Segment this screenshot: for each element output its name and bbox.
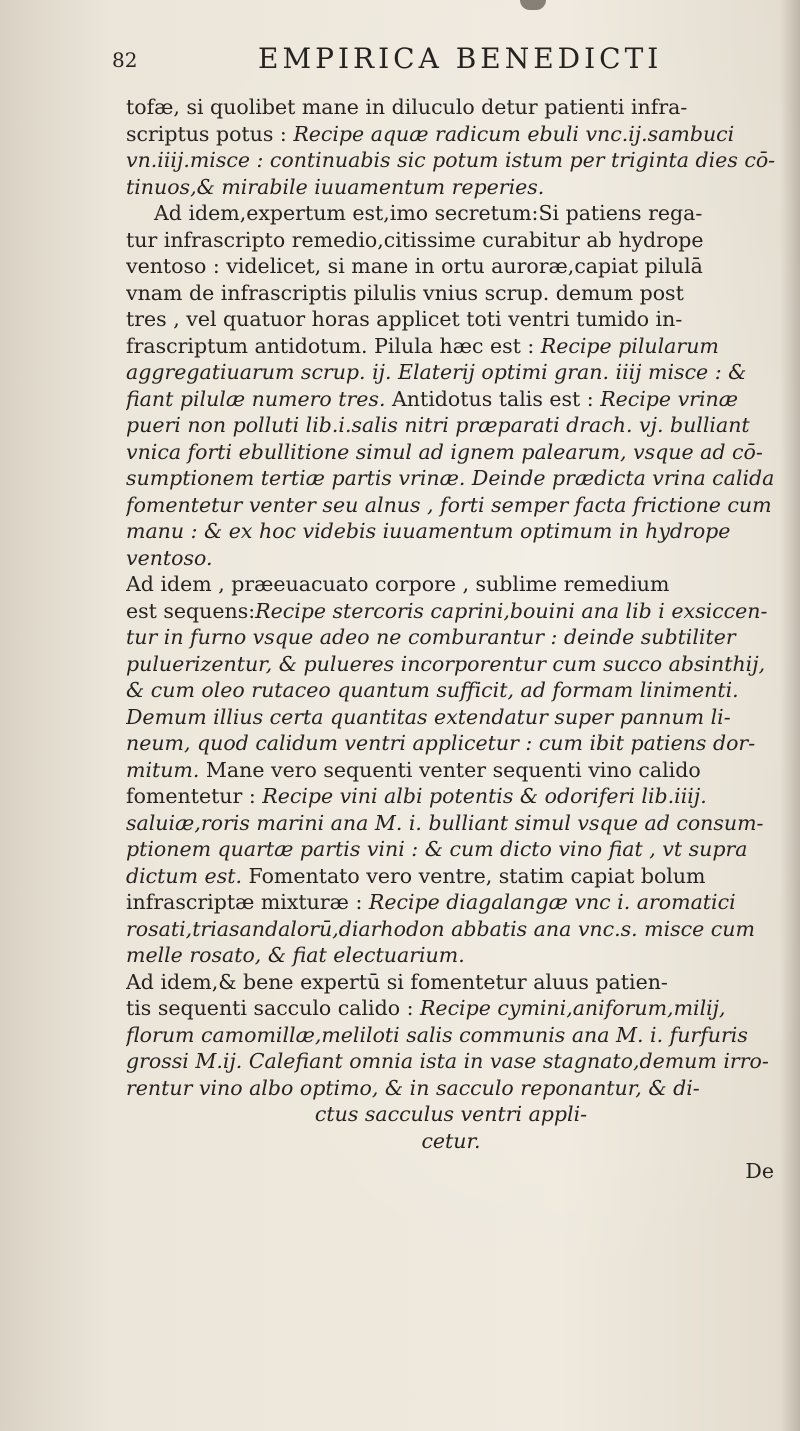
italic-text-run: melle rosato, & fiat electuarium. xyxy=(126,943,465,967)
italic-text-run: puluerizentur, & pulueres incorporentur cum succo absinthij, xyxy=(126,651,766,676)
italic-text-run: florum camomillæ,meliloti salis communis ana M. i. furfuris xyxy=(126,1022,748,1047)
italic-text-run: sumptionem tertiæ partis vrinæ. Deinde prædicta vrina calida xyxy=(126,466,775,490)
text-line xyxy=(126,545,776,572)
text-line xyxy=(126,969,776,996)
text-line xyxy=(126,227,776,254)
text-line xyxy=(126,492,776,519)
text-line xyxy=(126,836,776,863)
text-line xyxy=(126,465,776,492)
roman-text-run: Ad idem , præeuacuato corpore , sublime remedium xyxy=(126,572,670,596)
text-line xyxy=(126,306,776,333)
page-number: 82 xyxy=(112,48,138,72)
roman-text-run: Fomentato vero ventre, statim capiat bolum xyxy=(248,863,706,888)
italic-text-run: Recipe aquæ radicum ebuli vnc.ij.sambuci xyxy=(293,121,735,146)
italic-text-run: tur in furno vsque adeo ne comburantur : deinde subtiliter xyxy=(126,625,736,649)
text-line xyxy=(126,1048,776,1075)
italic-text-run: vn.iiij.misce : continuabis sic potum istum per triginta dies cō- xyxy=(126,148,776,172)
text-line xyxy=(126,677,776,704)
roman-text-run: frascriptum antidotum. Pilula hæc est : xyxy=(126,333,541,358)
text-line xyxy=(126,810,776,837)
italic-text-run: mitum. xyxy=(126,757,206,782)
body-text xyxy=(126,94,776,1154)
italic-text-run: Recipe pilularum xyxy=(540,333,719,358)
italic-text-run: cetur. xyxy=(421,1128,481,1153)
roman-text-run: vnam de infrascriptis pilulis vnius scrup. demum post xyxy=(126,280,684,305)
italic-text-run: Demum illius certa quantitas extendatur super pannum li- xyxy=(126,704,731,729)
text-line xyxy=(126,624,776,651)
text-line xyxy=(126,280,776,307)
italic-text-run: grossi M.ij. Calefiant omnia ista in vase stagnato,demum irro- xyxy=(126,1049,769,1073)
italic-text-run: Recipe diagalangæ vnc i. aromatici xyxy=(368,890,736,914)
italic-text-run: saluiæ,roris marini ana M. i. bulliant simul vsque ad consum- xyxy=(126,810,764,835)
text-line xyxy=(126,889,776,916)
text-line xyxy=(126,253,776,280)
italic-text-run: Recipe cymini,aniforum,milij, xyxy=(420,996,726,1020)
italic-text-run: fiant pilulæ numero tres. xyxy=(126,386,392,411)
text-line xyxy=(126,863,776,890)
italic-text-run: & cum oleo rutaceo quantum sufficit, ad formam linimenti. xyxy=(126,678,739,702)
italic-text-run: neum, quod calidum ventri applicetur : cum ibit patiens dor- xyxy=(126,731,756,755)
page-gutter-shadow xyxy=(780,0,800,1431)
italic-text-run: rentur vino albo optimo, & in sacculo reponantur, & di- xyxy=(126,1075,700,1100)
text-line xyxy=(126,598,776,625)
italic-text-run: Recipe vini albi potentis & odoriferi lib.iiij. xyxy=(262,784,707,808)
roman-text-run: scriptus potus : xyxy=(126,121,294,146)
text-line xyxy=(126,1075,776,1102)
text-line xyxy=(126,174,776,201)
text-line xyxy=(126,333,776,360)
roman-text-run: est sequens: xyxy=(126,598,256,623)
italic-text-run: ctus sacculus ventri appli- xyxy=(314,1102,588,1126)
text-line xyxy=(126,359,776,386)
roman-text-run: tres , vel quatuor horas applicet toti ventri tumido in- xyxy=(126,307,683,331)
italic-text-run: fomentetur venter seu alnus , forti semper facta frictione cum xyxy=(126,492,772,517)
italic-text-run: Recipe stercoris caprini,bouini ana lib i exsiccen- xyxy=(255,598,768,623)
text-line xyxy=(126,704,776,731)
roman-text-run: ventoso : videlicet, si mane in ortu auroræ,capiat pilulā xyxy=(126,254,703,278)
text-line xyxy=(126,439,776,466)
roman-text-run: tofæ, si quolibet mane in diluculo detur patienti infra- xyxy=(126,95,688,119)
roman-text-run: Antidotus talis est : xyxy=(392,386,601,411)
roman-text-run: Ad idem,expertum est,imo secretum:Si patiens rega- xyxy=(154,201,703,225)
text-line xyxy=(126,1101,776,1128)
italic-text-run: ventoso. xyxy=(126,545,213,570)
roman-text-run: Ad idem,& bene expertū si fomentetur aluus patien- xyxy=(126,969,668,994)
running-title: EMPIRICA BENEDICTI xyxy=(258,42,663,75)
italic-text-run: vnica forti ebullitione simul ad ignem palearum, vsque ad cō- xyxy=(126,439,763,464)
text-line xyxy=(126,518,776,545)
text-line xyxy=(126,147,776,174)
catchword: De xyxy=(745,1159,774,1183)
page-header xyxy=(112,42,776,90)
ink-blot xyxy=(520,0,546,10)
roman-text-run: tur infrascripto remedio,citissime curabitur ab hydrope xyxy=(126,227,704,252)
roman-text-run: Mane vero sequenti venter sequenti vino calido xyxy=(205,757,701,782)
text-line xyxy=(126,651,776,678)
text-line xyxy=(126,730,776,757)
text-line xyxy=(126,200,776,227)
italic-text-run: pueri non polluti lib.i.salis nitri præparati drach. vj. bulliant xyxy=(126,413,750,437)
text-line xyxy=(126,386,776,413)
italic-text-run: dictum est. xyxy=(126,863,249,888)
roman-text-run: tis sequenti sacculo calido : xyxy=(126,996,420,1020)
text-line xyxy=(126,757,776,784)
italic-text-run: aggregatiuarum scrup. ij. Elaterij optimi gran. iiij misce : & xyxy=(126,360,747,384)
text-line xyxy=(126,121,776,148)
text-line xyxy=(126,1022,776,1049)
italic-text-run: manu : & ex hoc videbis iuuamentum optimum in hydrope xyxy=(126,519,731,543)
text-line xyxy=(126,571,776,598)
text-line xyxy=(126,942,776,969)
roman-text-run: fomentetur : xyxy=(126,784,263,808)
text-line xyxy=(126,94,776,121)
roman-text-run: infrascriptæ mixturæ : xyxy=(126,890,369,914)
italic-text-run: rosati,triasandalorū,diarhodon abbatis ana vnc.s. misce cum xyxy=(126,916,755,941)
italic-text-run: ptionem quartæ partis vini : & cum dicto vino fiat , vt supra xyxy=(126,837,748,861)
text-line xyxy=(126,412,776,439)
text-line xyxy=(126,995,776,1022)
text-line xyxy=(126,1128,776,1155)
text-line xyxy=(126,783,776,810)
italic-text-run: tinuos,& mirabile iuuamentum reperies. xyxy=(126,174,545,199)
text-line xyxy=(126,916,776,943)
italic-text-run: Recipe vrinæ xyxy=(600,386,738,411)
